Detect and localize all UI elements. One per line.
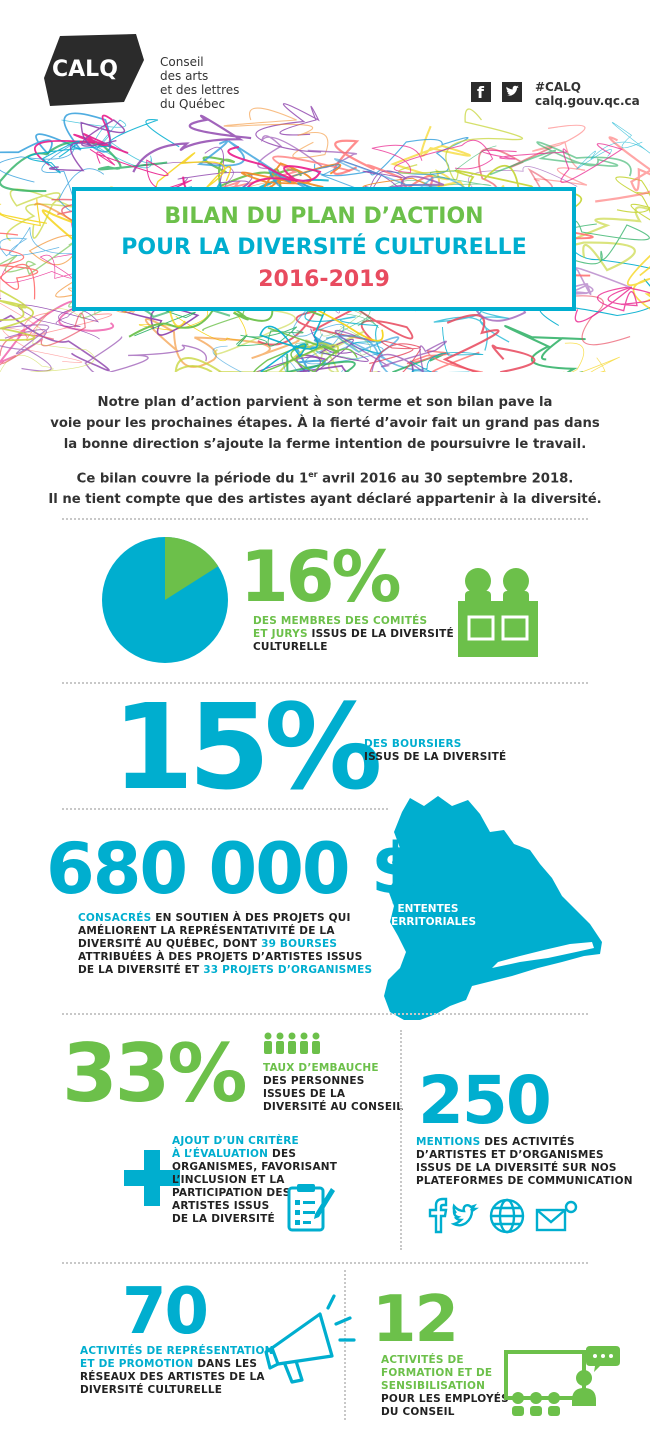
intro-line: Notre plan d’action parvient à son terme et son bilan pave la [97,395,553,410]
caption-text: DE LA DIVERSITÉ [172,1213,275,1225]
map-label-line: ENTENTES [397,903,459,915]
communication-icons [420,1196,584,1236]
caption-highlight: À L’ÉVALUATION [172,1148,269,1160]
caption-text: EN SOUTIEN À DES PROJETS QUI [151,912,351,924]
caption-text: DU CONSEIL [381,1406,455,1418]
stat-250-caption [416,1136,633,1188]
caption-highlight: 39 BOURSES [261,938,338,950]
org-name [160,55,239,111]
caption-text: RÉSEAUX DES ARTISTES DE LA [80,1371,265,1383]
divider [62,518,588,520]
caption-text: CULTURELLE [253,641,328,653]
social-text [535,80,640,108]
org-name-line: Conseil [160,55,204,69]
hashtag: #CALQ [535,80,581,94]
people-row-icon [262,1032,322,1056]
scribble-stroke [482,144,622,183]
scribble-stroke [90,149,191,192]
caption-text: DES [268,1148,297,1160]
stat-250-value: 250 [418,1062,550,1139]
caption-text: DIVERSITÉ AU CONSEIL [263,1101,404,1113]
scribble-stroke [505,326,585,372]
caption-highlight: CONSACRÉS [78,912,152,924]
caption-text: ORGANISMES, FAVORISANT [172,1161,338,1173]
facebook-icon[interactable]: f [471,82,491,102]
intro-text [20,392,630,510]
caption-highlight: 33 PROJETS D’ORGANISMES [203,964,373,976]
caption-text: DES ACTIVITÉS [480,1136,575,1148]
caption-text: L’INCLUSION ET LA [172,1174,285,1186]
stat-12-caption [381,1354,509,1419]
twitter-outline-icon [454,1205,475,1225]
divider-vertical [400,1030,402,1250]
stat-70-caption [80,1345,274,1397]
caption-text: DES PERSONNES [263,1075,365,1087]
caption-highlight: ACTIVITÉS DE [381,1354,464,1366]
caption-text: ARTISTES ISSUS [172,1200,270,1212]
scribble-stroke [0,233,38,299]
caption-text: ISSUS DE LA DIVERSITÉ SUR NOS [416,1162,617,1174]
stat-15-value: 15% [112,678,377,816]
scribble-stroke [314,138,467,176]
caption-text: DANS LES [193,1358,258,1370]
caption-highlight: FORMATION ET DE [381,1367,493,1379]
training-icon [504,1344,624,1420]
caption-text: ISSUS DE LA DIVERSITÉ [307,628,454,640]
caption-text: DE LA DIVERSITÉ ET [78,964,204,976]
title-years: 2016-2019 [258,267,390,292]
org-name-line: des arts [160,69,209,83]
stat-15-caption [364,738,506,764]
scribble-stroke [256,104,321,152]
org-name-line: et des lettres [160,83,240,97]
caption-highlight: ACTIVITÉS DE REPRÉSENTATION [80,1345,274,1357]
twitter-icon[interactable] [502,82,522,102]
caption-highlight: SENSIBILISATION [381,1380,486,1392]
caption-text: AMÉLIORENT LA REPRÉSENTATIVITÉ DE LA [78,925,335,937]
divider [62,1262,588,1264]
divider [62,808,388,810]
stat-16-caption [253,615,454,654]
caption-highlight: DES BOURSIERS [364,738,462,750]
caption-text: ISSUS DE LA DIVERSITÉ [364,751,507,763]
caption-highlight: ET JURYS [253,628,308,640]
stat-16-value: 16% [240,536,399,618]
scribble-stroke [0,313,85,372]
stat-680-caption [78,912,372,977]
facebook-outline-icon [430,1199,446,1232]
stat-12-value: 12 [372,1283,458,1357]
scribble-stroke [445,315,534,372]
intro-line: la bonne direction s’ajoute la ferme intention de poursuivre le travail. [63,437,587,452]
caption-text: PARTICIPATION DES [172,1187,291,1199]
title-box [72,187,576,311]
logo-text: CALQ [52,57,118,82]
caption-text: ATTRIBUÉES À DES PROJETS D’ARTISTES ISSUS [78,951,363,963]
intro-line: Il ne tient compte que des artistes ayant déclaré appartenir à la diversité. [48,492,602,508]
title-line1: BILAN DU PLAN D’ACTION [164,204,484,229]
website-link[interactable]: calq.gouv.qc.ca [535,94,640,108]
caption-highlight: MENTIONS [416,1136,481,1148]
scribble-stroke [0,113,111,156]
caption-text: ISSUES DE LA [263,1088,346,1100]
caption-text: D’ARTISTES ET D’ORGANISMES [416,1149,604,1161]
intro-line: Ce bilan couvre la période du 1er avril 2016 au 30 septembre 2018. [76,470,574,487]
caption-text: PLATEFORMES DE COMMUNICATION [416,1175,633,1187]
caption-highlight: AJOUT D’UN CRITÈRE [172,1135,299,1147]
divider [62,1013,588,1015]
stat-680-value: 680 000 $ [46,828,418,910]
jury-icon [455,565,541,659]
caption-highlight: ET DE PROMOTION [80,1358,194,1370]
megaphone-icon [258,1290,358,1386]
caption-highlight: TAUX D’EMBAUCHE [263,1062,379,1074]
org-name-line: du Québec [160,97,226,111]
caption-text: DIVERSITÉ CULTURELLE [80,1384,223,1396]
caption-text: DIVERSITÉ AU QUÉBEC, DONT [78,938,262,950]
caption-text: POUR LES EMPLOYÉS [381,1393,509,1405]
stat-33-value: 33% [62,1027,245,1120]
caption-highlight: DES MEMBRES DES COMITÉS [253,615,428,627]
title-line2: POUR LA DIVERSITÉ CULTURELLE [121,235,527,260]
stat-33-caption [263,1062,403,1114]
calq-logo [32,30,146,112]
map-label-line: TERRITORIALES [384,916,477,928]
pie-chart [100,535,230,665]
checklist-icon [285,1180,337,1234]
intro-line: voie pour les prochaines étapes. À la fierté d’avoir fait un grand pas dans [50,416,600,431]
stat-70-value: 70 [122,1275,208,1349]
